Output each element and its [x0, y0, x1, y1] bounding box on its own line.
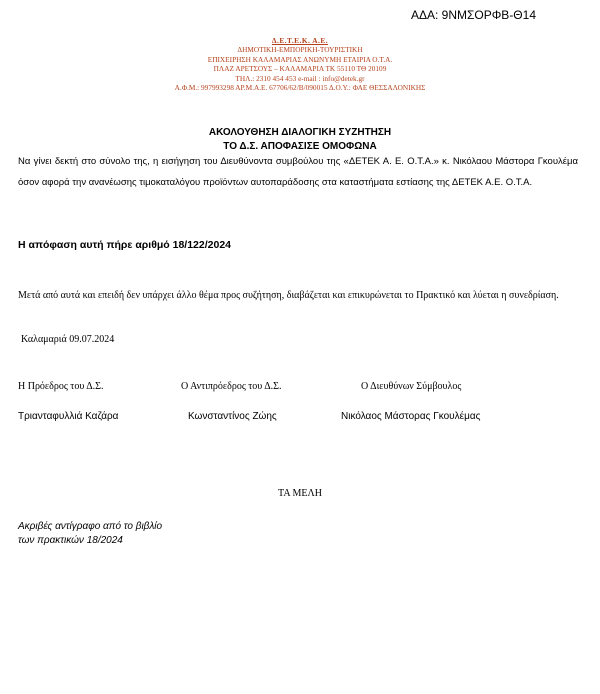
members-label: ΤΑ ΜΕΛΗ: [278, 488, 322, 499]
signatory-role-ceo: Ο Διευθύνων Σύμβουλος: [361, 381, 462, 392]
signatory-name-ceo: Νικόλαος Μάστορας Γκουλέμας: [341, 411, 481, 422]
ada-code: ΑΔΑ: 9ΝΜΣΟΡΦΒ-Θ14: [410, 8, 536, 22]
copy-note-line1: Ακριβές αντίγραφο από το βιβλίο: [18, 521, 163, 532]
company-name: ΕΠΙΧΕΙΡΗΣΗ ΚΑΛΑΜΑΡΙΑΣ ΑΝΩΝΥΜΗ ΕΤΑΙΡΙΑ Ο.Τ.Α.: [207, 54, 393, 64]
section-title: ΑΚΟΛΟΥΘΗΣΗ ΔΙΑΛΟΓΙΚΗ ΣΥΖΗΤΗΣΗ: [208, 127, 392, 138]
signatory-role-vice-president: Ο Αντιπρόεδρος του Δ.Σ.: [181, 381, 282, 392]
signatory-role-president: Η Πρόεδρος του Δ.Σ.: [18, 381, 104, 392]
company-address: ΠΛΑΖ ΑΡΕΤΣΟΥΣ – ΚΑΛΑΜΑΡΙΑ ΤΚ 55110 ΤΘ 20109: [213, 64, 387, 73]
company-type: ΔΗΜΟΤΙΚΗ-ΕΜΠΟΡΙΚΗ-ΤΟΥΡΙΣΤΙΚΗ: [237, 45, 363, 54]
signatory-name-vice-president: Κωνσταντίνος Ζώης: [188, 411, 277, 422]
place-date: Καλαμαριά 09.07.2024: [21, 334, 115, 345]
signatory-name-president: Τριανταφυλλιά Καζάρα: [18, 411, 119, 422]
company-abbreviation: Δ.Ε.Τ.Ε.Κ. Α.Ε.: [271, 36, 329, 45]
section-subtitle: ΤΟ Δ.Σ. ΑΠΟΦΑΣΙΣΕ ΟΜΟΦΩΝΑ: [223, 141, 377, 152]
decision-number: Η απόφαση αυτή πήρε αριθμό 18/122/2024: [18, 239, 232, 251]
copy-note-line2: των πρακτικών 18/2024: [18, 535, 123, 546]
company-contact: ΤΗΛ.: 2310 454 453 e-mail : info@detek.gr: [235, 73, 365, 83]
company-tax-info: Α.Φ.Μ.: 997993298 ΑΡ.Μ.Α.Ε. 67706/62/Β/090015 Δ.Ο.Υ.: ΦΑΕ ΘΕΣΣΑΛΟΝΙΚΗΣ: [174, 83, 426, 92]
closing-paragraph: Μετά από αυτά και επειδή δεν υπάρχει άλλο θέμα προς συζήτηση, διαβάζεται και επικυρώνεται το Πρακτικό και λύεται η συνεδρίαση.: [18, 290, 559, 301]
decision-paragraph: Να γίνει δεκτή στο σύνολο της, η εισήγηση του Διευθύνοντα συμβούλου της «ΔΕΤΕΚ Α. Ε. Ο.Τ.Α.» κ. Νικόλαου Μάστορα Γκουλέμα όσον αφορά την ανανέωσης τιμοκαταλόγου προϊόντων αυτοπαράδοσης στα καταστήματα εστίασης της ΔΕΤΕΚ Α.Ε. Ο.Τ.Α.: [18, 156, 578, 188]
